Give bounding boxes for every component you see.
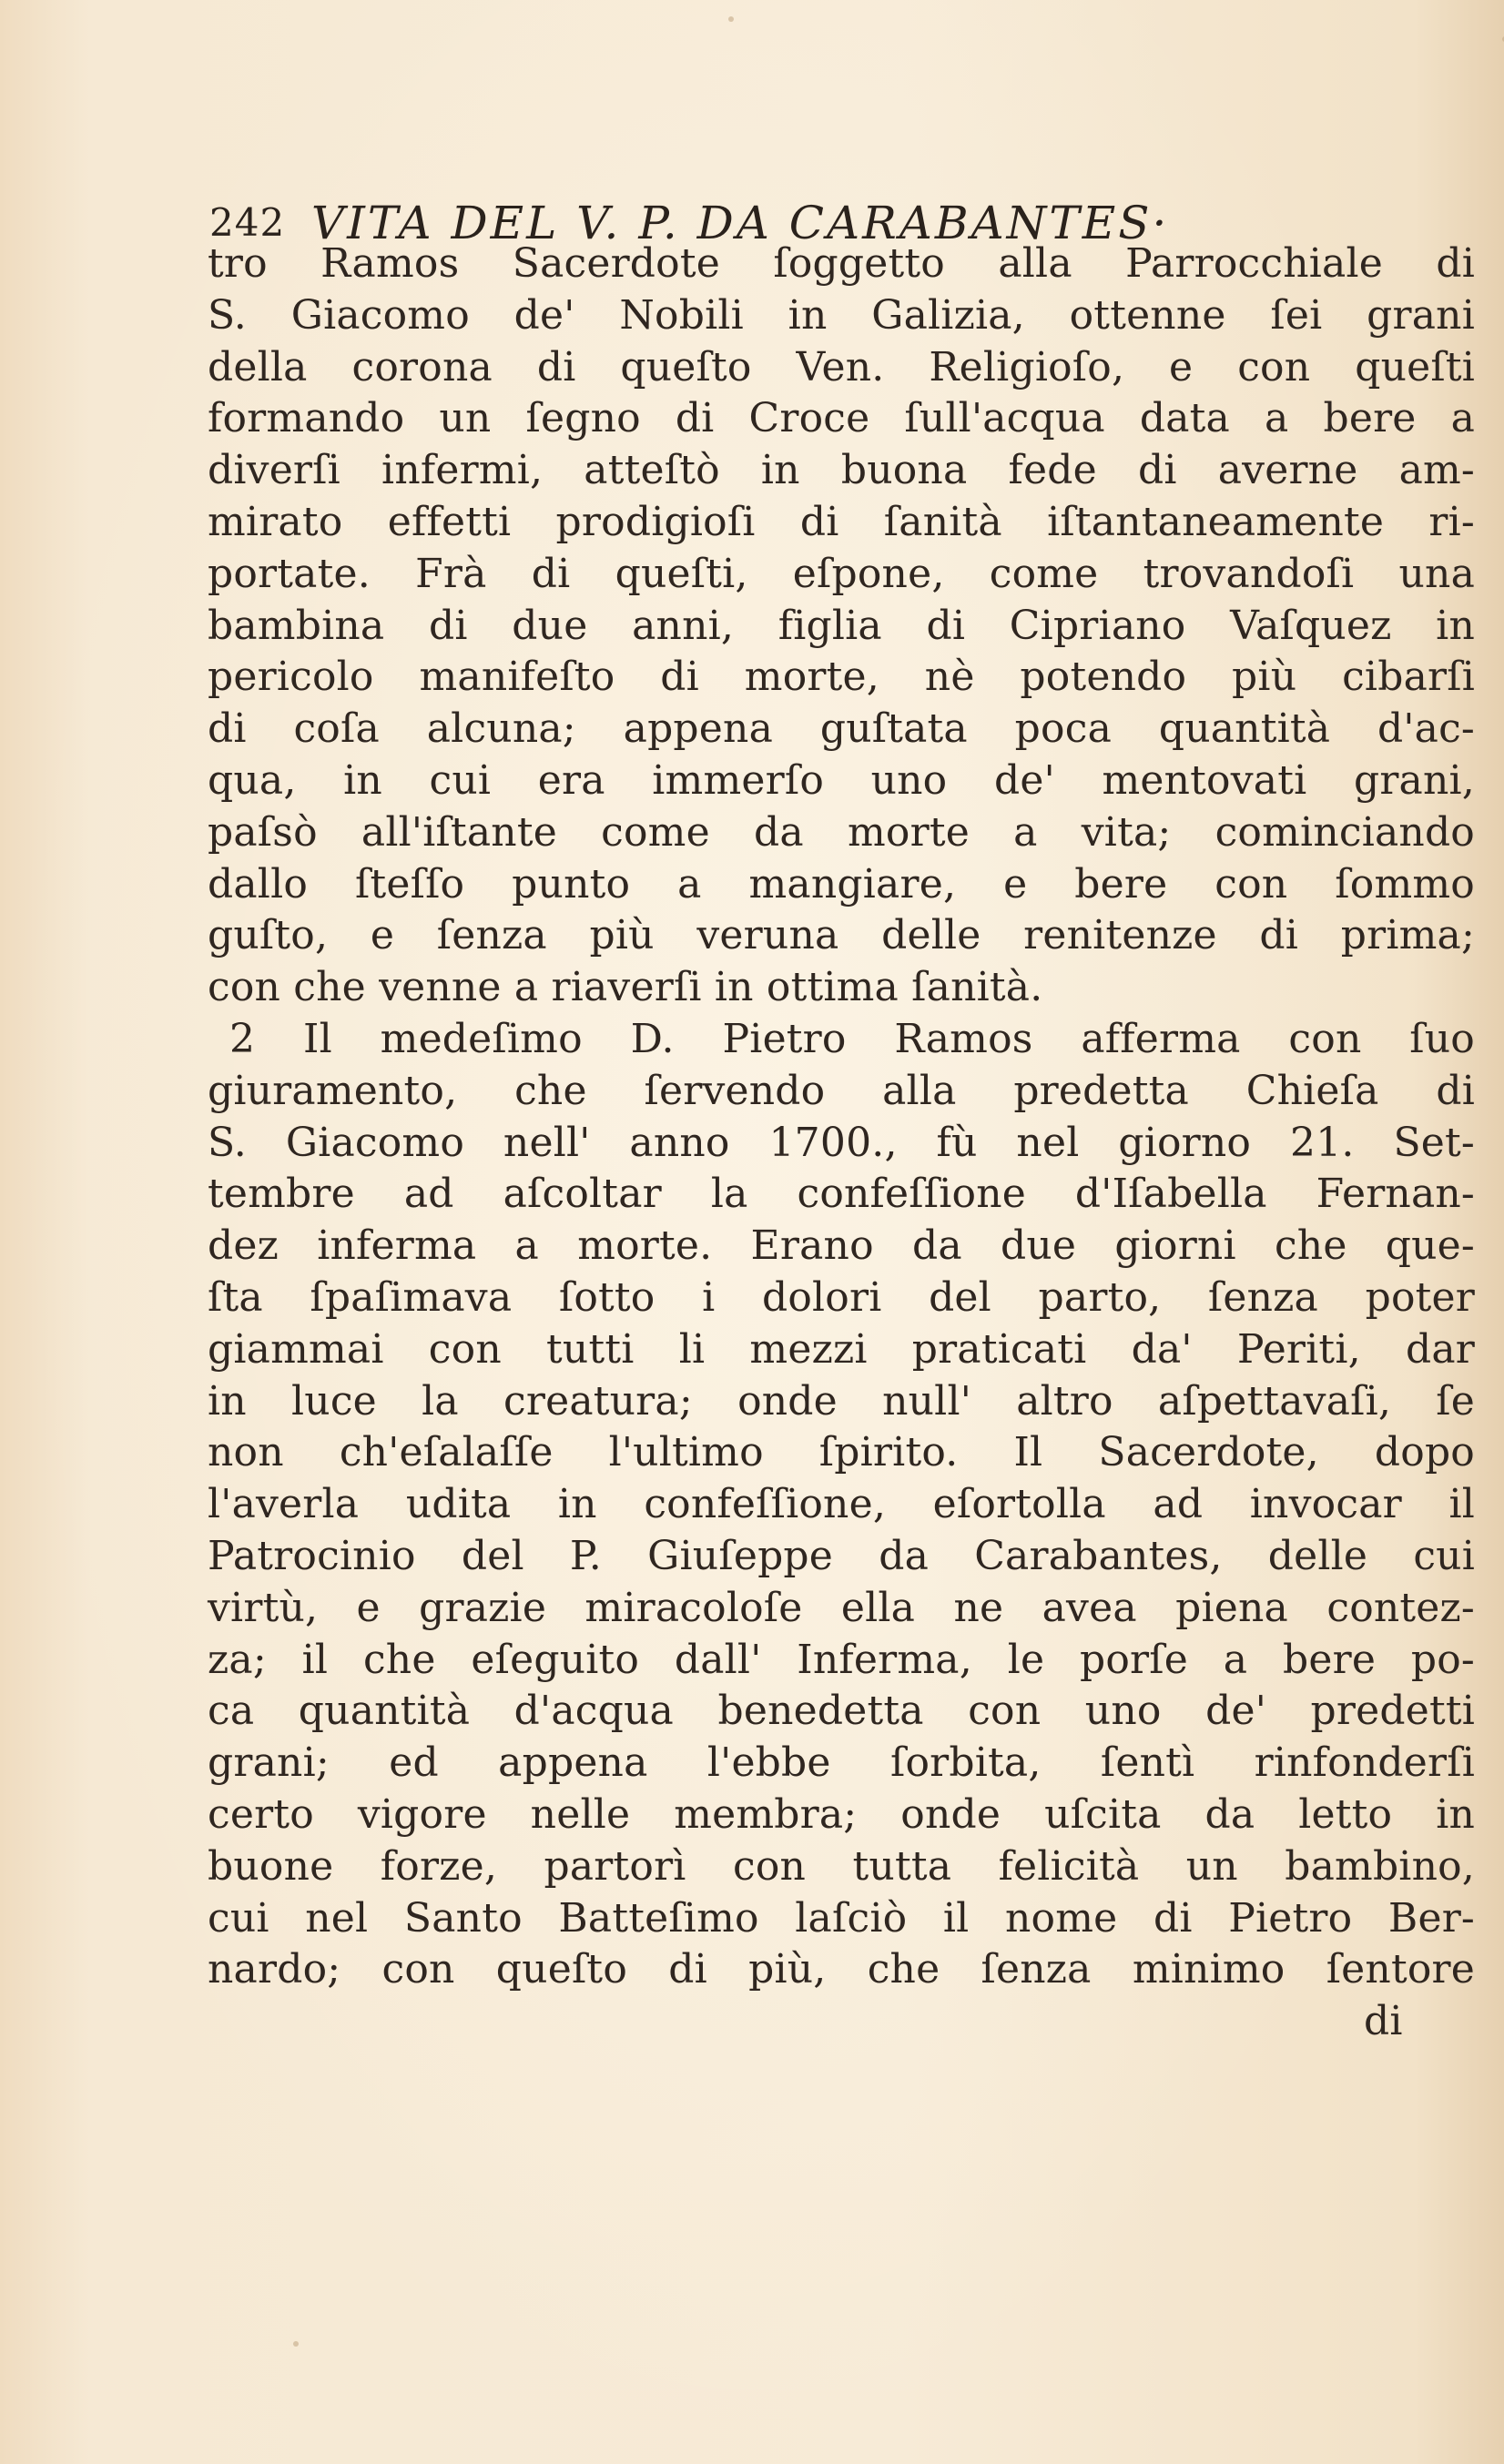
catchword-line — [208, 1996, 1475, 2048]
text-line: dez inferma a morte. Erano da due giorni che que- — [208, 1222, 1475, 1270]
text-line: S. Giacomo de' Nobili in Galizia, ottenne ſei grani — [208, 291, 1475, 339]
text-line: tro Ramos Sacerdote ſoggetto alla Parrocchiale di — [208, 240, 1475, 287]
text-line: della corona di queſto Ven. Religioſo, e con queſti — [208, 343, 1475, 390]
text-line: mirato effetti prodigioſi di ſanità iſtantaneamente ri- — [208, 498, 1475, 545]
text-line: qua, in cui era immerſo uno de' mentovati grani, — [208, 756, 1475, 804]
text-line: paſsò all'iſtante come da morte a vita; cominciando — [208, 808, 1475, 856]
text-line: bambina di due anni, figlia di Cipriano Vaſquez in — [208, 602, 1475, 649]
text-line: guſto, e ſenza più veruna delle renitenze di prima; — [208, 912, 1475, 959]
text-line: l'averla udita in confeſſione, eſortolla ad invocar il — [208, 1481, 1475, 1528]
text-line: buone forze, partorì con tutta felicità un bambino, — [208, 1842, 1475, 1890]
running-title: VITA DEL V. P. DA CARABANTES· — [311, 197, 1170, 249]
text-line: diverſi infermi, atteſtò in buona fede di averne am- — [208, 447, 1475, 494]
body-text — [208, 238, 1475, 2048]
text-line: giuramento, che ſervendo alla predetta Chieſa di — [208, 1067, 1475, 1114]
text-line: in luce la creatura; onde null' altro aſpettavaſi, ſe — [208, 1377, 1475, 1425]
catchword: di — [1364, 1998, 1403, 2045]
paper-speck — [728, 16, 734, 22]
page-number: 242 — [209, 200, 286, 245]
text-line: grani; ed appena l'ebbe ſorbita, ſentì rinfonderſi — [208, 1739, 1475, 1787]
text-line: dallo ſteſſo punto a mangiare, e bere con ſommo — [208, 860, 1475, 908]
paper-speck — [293, 2341, 299, 2347]
text-line: tembre ad aſcoltar la confeſſione d'Iſabella Fernan- — [208, 1171, 1475, 1218]
text-line: ca quantità d'acqua benedetta con uno de' predetti — [208, 1688, 1475, 1735]
text-line: con che venne a riaverſi in ottima ſanità. — [208, 964, 1043, 1011]
text-line: pericolo manifeſto di morte, nè potendo più cibarſi — [208, 654, 1475, 701]
text-line: ſta ſpaſimava ſotto i dolori del parto, ſenza poter — [208, 1273, 1475, 1321]
text-line: di coſa alcuna; appena guſtata poca quantità d'ac- — [208, 705, 1475, 753]
text-line: cui nel Santo Batteſimo laſciò il nome di Pietro Ber- — [208, 1894, 1475, 1942]
text-line: non ch'eſalaſſe l'ultimo ſpirito. Il Sacerdote, dopo — [208, 1429, 1475, 1476]
text-line: Patrocinio del P. Giuſeppe da Carabantes, delle cui — [208, 1532, 1475, 1579]
text-line: portate. Frà di queſti, eſpone, come trovandoſi una — [208, 550, 1475, 597]
text-line: nardo; con queſto di più, che ſenza minimo ſentore — [208, 1946, 1475, 1993]
text-line: 2 Il medeſimo D. Pietro Ramos afferma con ſuo — [229, 1015, 1475, 1062]
text-line: virtù, e grazie miracoloſe ella ne avea piena contez- — [208, 1584, 1475, 1631]
text-line: za; il che eſeguito dall' Inferma, le porſe a bere po- — [208, 1636, 1475, 1683]
text-line: formando un ſegno di Croce ſull'acqua data a bere a — [208, 395, 1475, 442]
text-line: certo vigore nelle membra; onde uſcita da letto in — [208, 1790, 1475, 1838]
text-line: S. Giacomo nell' anno 1700., fù nel giorno 21. Set- — [208, 1119, 1475, 1166]
text-line: giammai con tutti li mezzi praticati da' Periti, dar — [208, 1325, 1475, 1373]
